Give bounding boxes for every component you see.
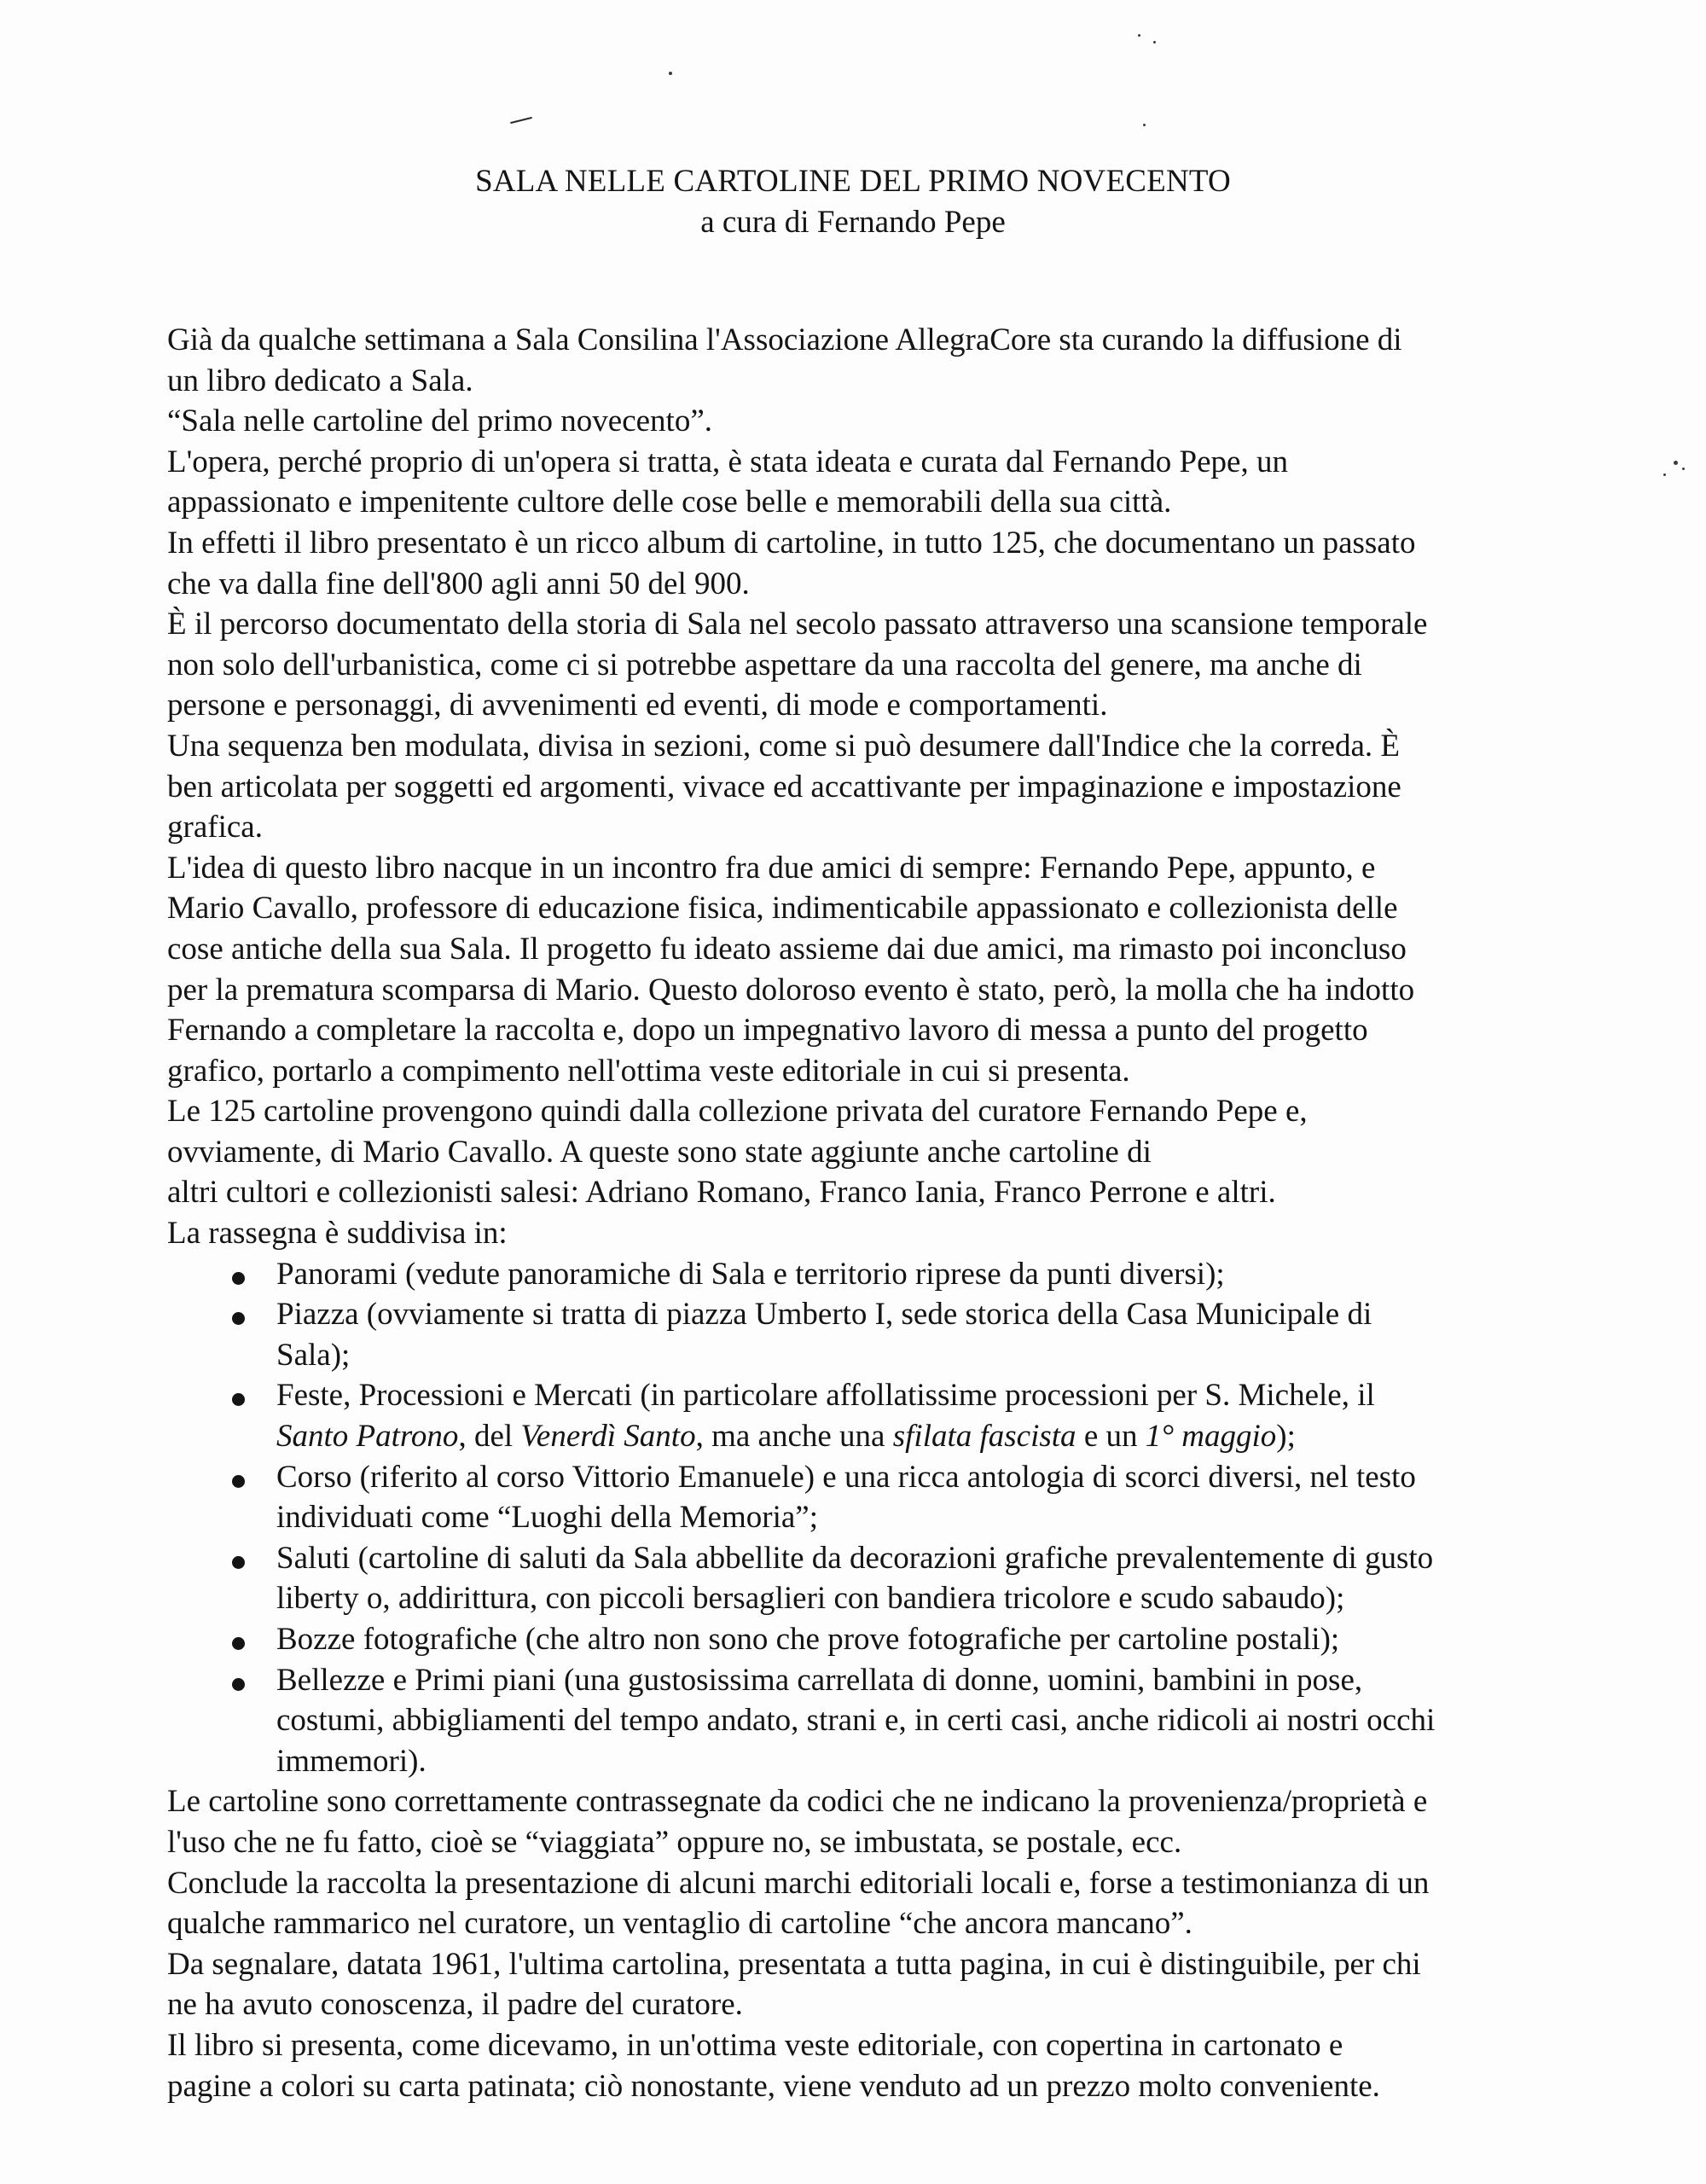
text-line: qualche rammarico nel curatore, un ventaglio di cartoline “che ancora mancano”. (167, 1906, 1192, 1942)
text-line: L'opera, perché proprio di un'opera si tratta, è stata ideata e curata dal Fernando Pepe, un (167, 444, 1288, 479)
text-line: Le cartoline sono correttamente contrassegnate da codici che ne indicano la provenienza/proprietà e (167, 1784, 1428, 1820)
list-item-piazza (167, 1294, 1583, 1335)
italic-term: sfilata fascista (892, 1419, 1076, 1455)
text-line: ovviamente, di Mario Cavallo. A queste sono state aggiunte anche cartoline di (167, 1134, 1152, 1170)
scan-speck (1663, 473, 1666, 476)
list-item-bozze (167, 1619, 1583, 1660)
bullet-icon (232, 1393, 245, 1406)
list-item-text: Bozze fotografiche (che altro non sono che prove fotografiche per cartoline postali); (276, 1622, 1340, 1657)
text-line: Il libro si presenta, come dicevamo, in un'ottima veste editoriale, con copertina in cartonato e (167, 2027, 1343, 2063)
list-item-text: Feste, Processioni e Mercati (in particolare affollatissime processioni per S. Michele, il (276, 1378, 1375, 1414)
italic-term: 1° maggio (1145, 1419, 1277, 1455)
list-item-continuation (167, 1335, 1583, 1376)
text-line: Già da qualche settimana a Sala Consilina l'Associazione AllegraCore sta curando la diffusione di (167, 322, 1402, 357)
text-line: grafico, portarlo a compimento nell'ottima veste editoriale in cui si presenta. (167, 1053, 1130, 1089)
list-item-text: Sala); (276, 1337, 351, 1373)
text-line: ne ha avuto conoscenza, il padre del curatore. (167, 1987, 743, 2023)
text-line: Mario Cavallo, professore di educazione fisica, indimenticabile appassionato e collezionista delle (167, 891, 1398, 926)
list-item-saluti (167, 1538, 1583, 1579)
page-title: SALA NELLE CARTOLINE DEL PRIMO NOVECENTO (475, 164, 1231, 199)
text-line: Una sequenza ben modulata, divisa in sezioni, come si può desumere dall'Indice che la correda. È (167, 728, 1401, 764)
scan-speck (1143, 124, 1146, 126)
text-line: Le 125 cartoline provengono quindi dalla collezione privata del curatore Fernando Pepe e, (167, 1094, 1308, 1130)
list-item-text: , del (458, 1419, 521, 1455)
list-item-text: Panorami (vedute panoramiche di Sala e territorio riprese da punti diversi); (276, 1256, 1225, 1292)
bullet-icon (232, 1556, 245, 1569)
list-item-corso (167, 1457, 1583, 1498)
list-item-bellezze (167, 1660, 1583, 1701)
bullet-icon (232, 1637, 245, 1650)
list-item-text: immemori). (276, 1743, 426, 1779)
list-item-text: individuati come “Luoghi della Memoria”; (276, 1500, 818, 1536)
list-item-panorami (167, 1254, 1583, 1295)
list-item-text: Piazza (ovviamente si tratta di piazza Umberto I, sede storica della Casa Municipale di (276, 1297, 1372, 1333)
text-line: altri cultori e collezionisti salesi: Adriano Romano, Franco Iania, Franco Perrone e altri. (167, 1175, 1276, 1211)
text-line: pagine a colori su carta patinata; ciò nonostante, viene venduto ad un prezzo molto conveniente. (167, 2068, 1380, 2104)
text-line: persone e personaggi, di avvenimenti ed eventi, di mode e comportamenti. (167, 688, 1108, 723)
text-line: Conclude la raccolta la presentazione di alcuni marchi editoriali locali e, forse a testimonianza di un (167, 1865, 1430, 1901)
text-line: grafica. (167, 810, 263, 845)
list-item-text: liberty o, addirittura, con piccoli bersaglieri con bandiera tricolore e scudo sabaudo); (276, 1581, 1345, 1617)
italic-term: Santo Patrono (276, 1419, 459, 1455)
text-line: L'idea di questo libro nacque in un incontro fra due amici di sempre: Fernando Pepe, appunto, e (167, 850, 1376, 886)
list-item-text: , ma anche una (695, 1419, 893, 1455)
text-line: In effetti il libro presentato è un ricco album di cartoline, in tutto 125, che documentano un passato (167, 525, 1416, 561)
scan-speck (1682, 468, 1685, 470)
list-item-continuation (167, 1416, 1583, 1457)
text-line: La rassegna è suddivisa in: (167, 1216, 508, 1252)
text-line: È il percorso documentato della storia di Sala nel secolo passato attraverso una scansione temporale (167, 607, 1428, 642)
text-line: Da segnalare, datata 1961, l'ultima cartolina, presentata a tutta pagina, in cui è distinguibile, per chi (167, 1946, 1421, 1982)
page-subtitle: a cura di Fernando Pepe (700, 205, 1006, 240)
bullet-icon (232, 1475, 245, 1488)
scan-mark (510, 117, 532, 124)
text-line: per la prematura scomparsa di Mario. Questo doloroso evento è stato, però, la molla che ha indotto (167, 972, 1415, 1008)
text-line: un libro dedicato a Sala. (167, 363, 473, 398)
text-line: non solo dell'urbanistica, come ci si potrebbe aspettare da una raccolta del genere, ma anche di (167, 647, 1362, 682)
list-item-text: costumi, abbigliamenti del tempo andato, strani e, in certi casi, anche ridicoli ai nostri occhi (276, 1703, 1436, 1739)
scan-speck (1674, 461, 1678, 465)
article-body (167, 320, 1583, 2106)
text-line: Fernando a completare la raccolta e, dopo un impegnativo lavoro di messa a punto del progetto (167, 1013, 1368, 1048)
list-item-text: Saluti (cartoline di saluti da Sala abbellite da decorazioni grafiche prevalentemente di gusto (276, 1540, 1434, 1576)
scan-speck (1153, 41, 1156, 44)
text-line: l'uso che ne fu fatto, cioè se “viaggiata” oppure no, se imbustata, se postale, ecc. (167, 1824, 1182, 1860)
list-item-continuation (167, 1700, 1583, 1741)
list-item-text: Bellezze e Primi piani (una gustosissima carrellata di donne, uomini, bambini in pose, (276, 1662, 1363, 1698)
scan-speck (1138, 34, 1140, 37)
text-line: che va dalla fine dell'800 agli anni 50 del 900. (167, 566, 750, 601)
italic-term: Venerdì Santo (520, 1419, 696, 1455)
list-item-continuation (167, 1741, 1583, 1782)
list-item-text: ); (1276, 1419, 1296, 1455)
bullet-icon (232, 1272, 245, 1285)
list-item-feste (167, 1375, 1583, 1416)
text-line: appassionato e impenitente cultore delle cose belle e memorabili della sua città. (167, 485, 1172, 520)
text-line: cose antiche della sua Sala. Il progetto fu ideato assieme dai due amici, ma rimasto poi inconcluso (167, 931, 1407, 967)
text-line: “Sala nelle cartoline del primo novecento”. (167, 404, 713, 439)
list-item-text: e un (1076, 1419, 1146, 1455)
list-item-continuation (167, 1497, 1583, 1538)
list-item-text: Corso (riferito al corso Vittorio Emanuele) e una ricca antologia di scorci diversi, nel testo (276, 1459, 1416, 1495)
scan-speck (669, 72, 672, 75)
list-item-continuation (167, 1578, 1583, 1619)
bullet-icon (232, 1312, 245, 1325)
text-line: ben articolata per soggetti ed argomenti, vivace ed accattivante per impaginazione e impostazione (167, 769, 1401, 804)
bullet-icon (232, 1678, 245, 1691)
